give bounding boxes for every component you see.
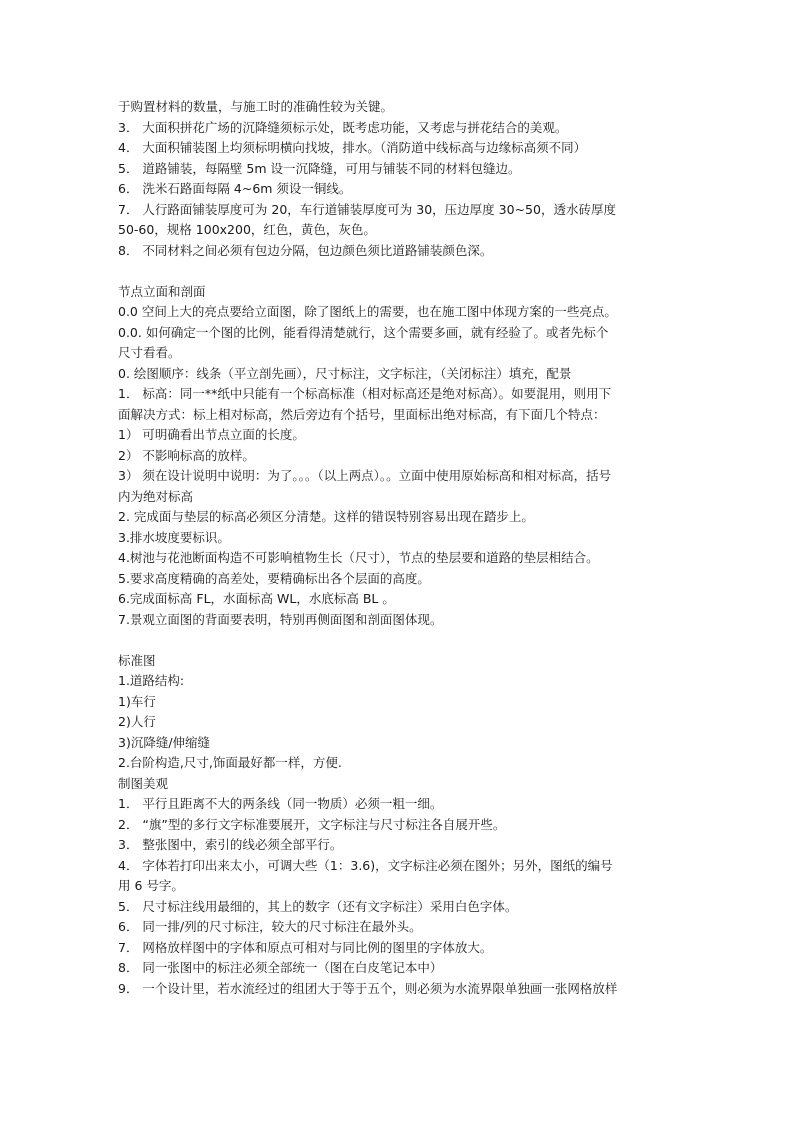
text-line: 3.排水坡度要标识。 xyxy=(118,529,230,545)
text-line: 3． 大面积拼花广场的沉降缝须标示处，既考虑功能，又考虑与拼花结合的美观。 xyxy=(118,119,568,135)
text-line: 4.树池与花池断面构造不可影响植物生长（尺寸），节点的垫层要和道路的垫层相结合。 xyxy=(118,550,599,565)
text-line: 8． 同一张图中的标注必须全部统一（图在白皮笔记本中） xyxy=(118,960,443,975)
text-line: 3)沉降缝/伸缩缝 xyxy=(118,734,211,750)
paragraph-gap xyxy=(118,630,688,651)
text-line: 6.完成面标高 FL，水面标高 WL，水底标高 BL 。 xyxy=(118,591,395,606)
text-line: 1.道路结构: xyxy=(118,673,185,688)
text-line: 1)车行 xyxy=(118,693,156,709)
text-line: 3． 整张图中，索引的线必须全部平行。 xyxy=(118,837,343,852)
text-line: 5． 尺寸标注线用最细的，其上的数字（还有文字标注）采用白色字体。 xyxy=(118,898,518,914)
text-line: 尺寸看看。 xyxy=(118,345,181,360)
standard-drawing-section xyxy=(118,651,688,1000)
text-line: 7． 网格放样图中的字体和原点可相对与同比例的图里的字体放大。 xyxy=(118,939,493,955)
text-line: 2． “旗”型的多行文字标准要展开，文字标注与尺寸标注各自展开些。 xyxy=(118,816,506,832)
text-line: 5． 道路铺装，每隔壁 5m 设一沉降缝，可用与铺装不同的材料包缝边。 xyxy=(118,160,521,176)
text-line: 4． 字体若打印出来太小，可调大些（1：3.6)，文字标注必须在图外；另外，图纸的编号 xyxy=(118,857,613,873)
text-line: 0.0 空间上大的亮点要给立面图，除了图纸上的需要，也在施工图中体现方案的一些亮点。 xyxy=(118,304,617,319)
section-heading: 制图美观 xyxy=(118,775,169,791)
text-line: 1． 标高：同一**纸中只能有一个标高标准（相对标高还是绝对标高）。如要混用，则用下 xyxy=(118,386,612,401)
text-line: 2. 完成面与垫层的标高必须区分清楚。这样的错误特别容易出现在踏步上。 xyxy=(118,509,534,524)
text-line: 3） 须在设计说明中说明：为了。。。（以上两点）。。立面中使用原始标高和相对标高，括号 xyxy=(118,468,612,483)
paragraph-gap xyxy=(118,261,688,282)
text-line: 4． 大面积铺装图上均须标明横向找坡，排水。（消防道中线标高与边缘标高须不同） xyxy=(118,140,587,155)
text-line: 于购置材料的数量，与施工时的准确性较为关键。 xyxy=(118,99,394,114)
text-line: 6． 同一排/列的尺寸标注，较大的尺寸标注在最外头。 xyxy=(118,919,422,934)
text-line: 2)人行 xyxy=(118,714,156,729)
text-line: 面解决方式：标上相对标高，然后旁边有个括号，里面标出绝对标高，有下面几个特点： xyxy=(118,406,606,422)
section-heading: 节点立面和剖面 xyxy=(118,283,206,299)
section-heading: 标准图 xyxy=(118,652,156,668)
text-line: 1． 平行且距离不大的两条线（同一物质）必须一粗一细。 xyxy=(118,796,443,811)
text-line: 内为绝对标高 xyxy=(118,488,194,504)
text-line: 用 6 号字。 xyxy=(118,878,184,893)
text-line: 7． 人行路面铺装厚度可为 20，车行道铺装厚度可为 30，压边厚度 30~50，透水砖厚度 xyxy=(118,201,616,217)
text-line: 6． 洗米石路面每隔 4~6m 须设一铜线。 xyxy=(118,181,352,196)
text-line: 2.台阶构造,尺寸,饰面最好都一样，方便. xyxy=(118,755,342,770)
text-line: 0.0. 如何确定一个图的比例，能看得清楚就行，这个需要多画，就有经验了。或者先标个 xyxy=(118,324,609,340)
text-line: 2） 不影响标高的放样。 xyxy=(118,447,255,463)
text-line: 7.景观立面图的背面要表明，特别再侧面图和剖面图体现。 xyxy=(118,611,443,627)
text-line: 5.要求高度精确的高差处，要精确标出各个层面的高度。 xyxy=(118,570,430,586)
text-line: 50-60，规格 100x200，红色，黄色，灰色。 xyxy=(118,222,376,237)
document-body xyxy=(118,97,688,999)
text-line: 0. 绘图顺序：线条（平立剖先画），尺寸标注，文字标注，（关闭标注）填充，配景 xyxy=(118,365,572,381)
elevation-section xyxy=(118,282,688,631)
text-line: 8． 不同材料之间必须有包边分隔，包边颜色须比道路铺装颜色深。 xyxy=(118,242,493,258)
text-line: 9． 一个设计里，若水流经过的组团大于等于五个，则必须为水流界限单独画一张网格放样 xyxy=(118,980,618,996)
construction-notes-section xyxy=(118,97,688,261)
text-line: 1） 可明确看出节点立面的长度。 xyxy=(118,427,305,442)
